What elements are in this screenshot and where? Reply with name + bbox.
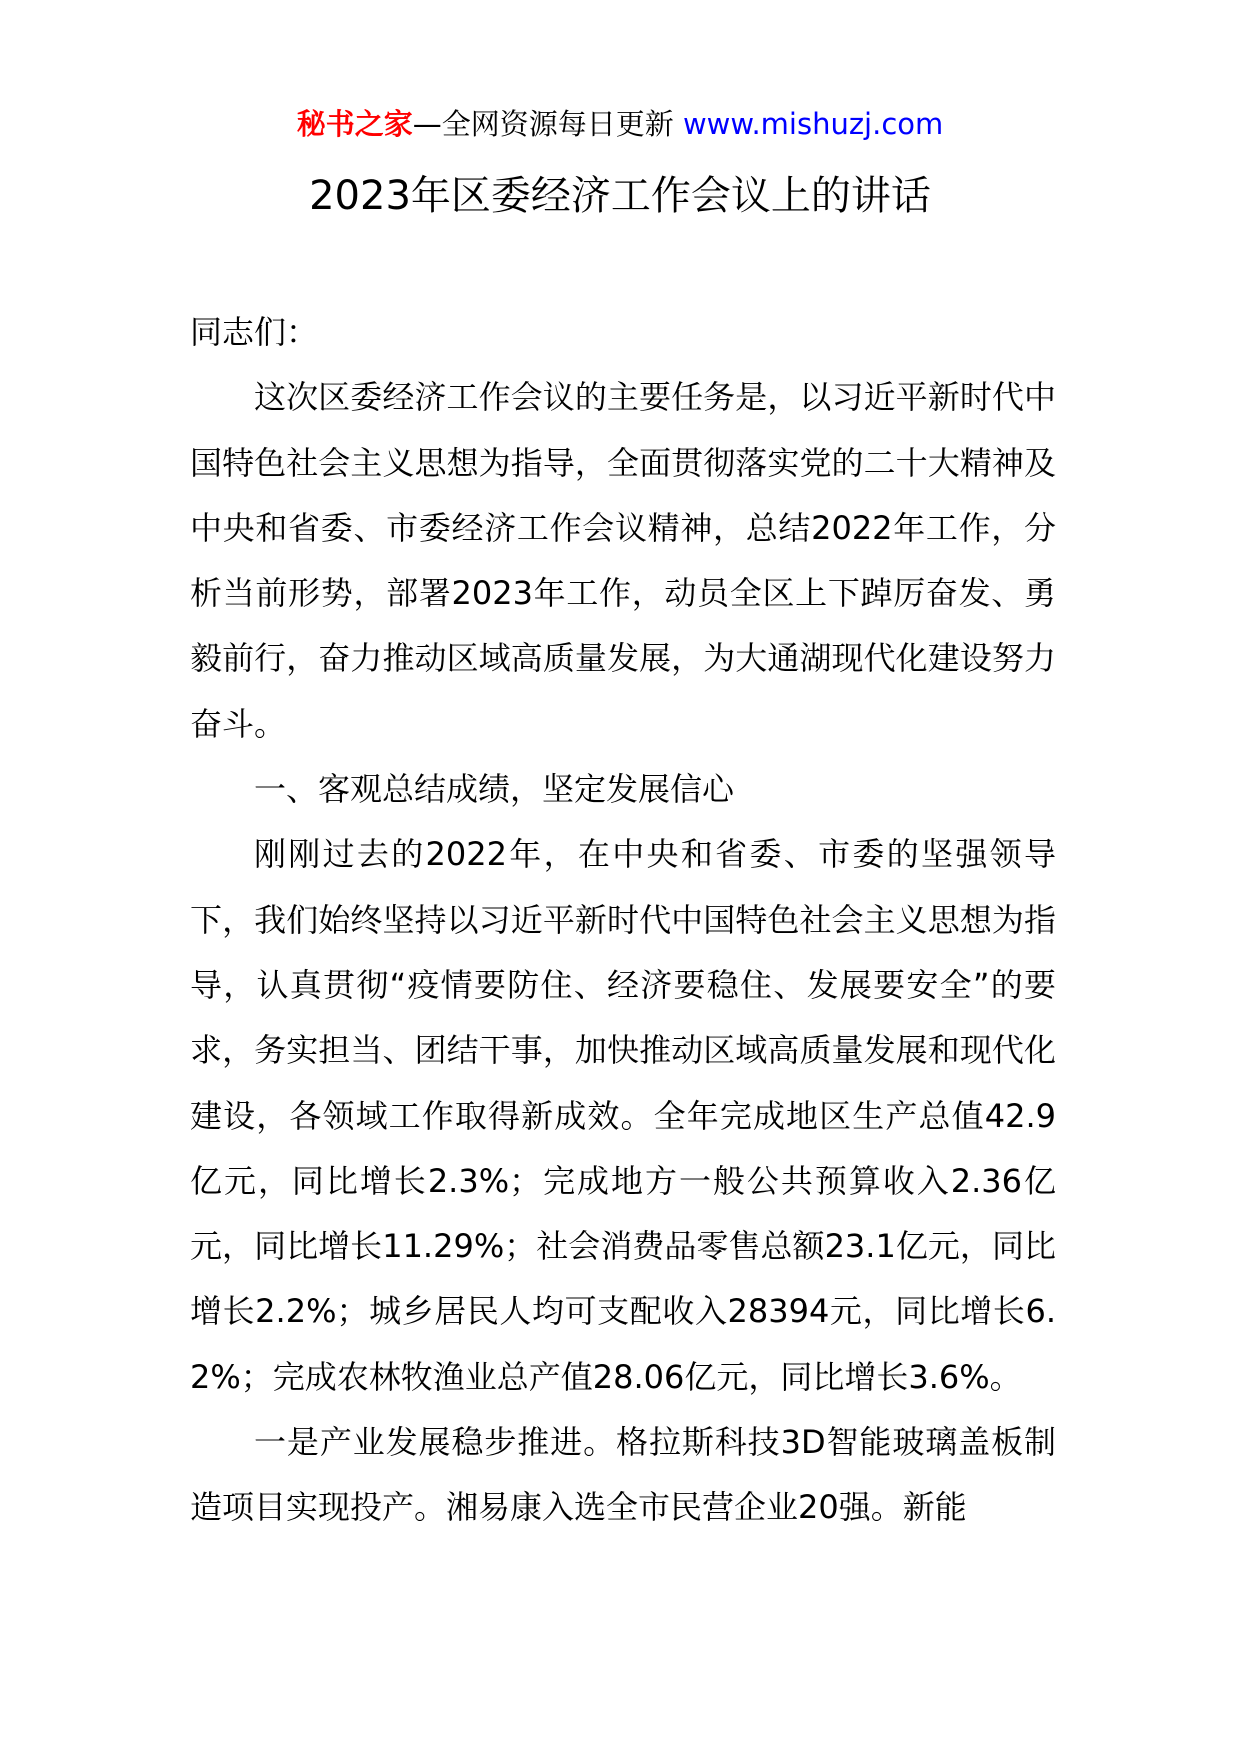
site-brand: 秘书之家 bbox=[296, 107, 413, 141]
document-body bbox=[190, 300, 1056, 1541]
site-tagline: —全网资源每日更新 bbox=[412, 107, 674, 141]
point-paragraph: 一是产业发展稳步推进。格拉斯科技3D智能玻璃盖板制造项目实现投产。湘易康入选全市民营企业20强。新能 bbox=[190, 1423, 1056, 1527]
section-heading: 一、客观总结成绩，坚定发展信心 bbox=[254, 770, 735, 809]
site-header bbox=[0, 104, 1240, 144]
summary-paragraph: 刚刚过去的2022年，在中央和省委、市委的坚强领导下，我们始终坚持以习近平新时代中国特色社会主义思想为指导，认真贯彻“疫情要防住、经济要稳住、发展要安全”的要求，务实担当、团结干事，加快推动区域高质量发展和现代化建设，各领域工作取得新成效。全年完成地区生产总值42.9亿元，同比增长2.3%；完成地方一般公共预算收入2.36亿元，同比增长11.29%；社会消费品零售总额23.1亿元，同比增长2.2%；城乡居民人均可支配收入28394元，同比增长6.2%；完成农林牧渔业总产值28.06亿元，同比增长3.6%。 bbox=[190, 835, 1056, 1396]
document-title: 2023年区委经济工作会议上的讲话 bbox=[309, 173, 931, 219]
intro-paragraph: 这次区委经济工作会议的主要任务是，以习近平新时代中国特色社会主义思想为指导，全面贯彻落实党的二十大精神及中央和省委、市委经济工作会议精神，总结2022年工作，分析当前形势，部署2023年工作，动员全区上下踔厉奋发、勇毅前行，奋力推动区域高质量发展，为大通湖现代化建设努力奋斗。 bbox=[190, 378, 1056, 743]
site-url-link[interactable]: www.mishuzj.com bbox=[682, 107, 944, 141]
salutation: 同志们： bbox=[190, 313, 319, 351]
